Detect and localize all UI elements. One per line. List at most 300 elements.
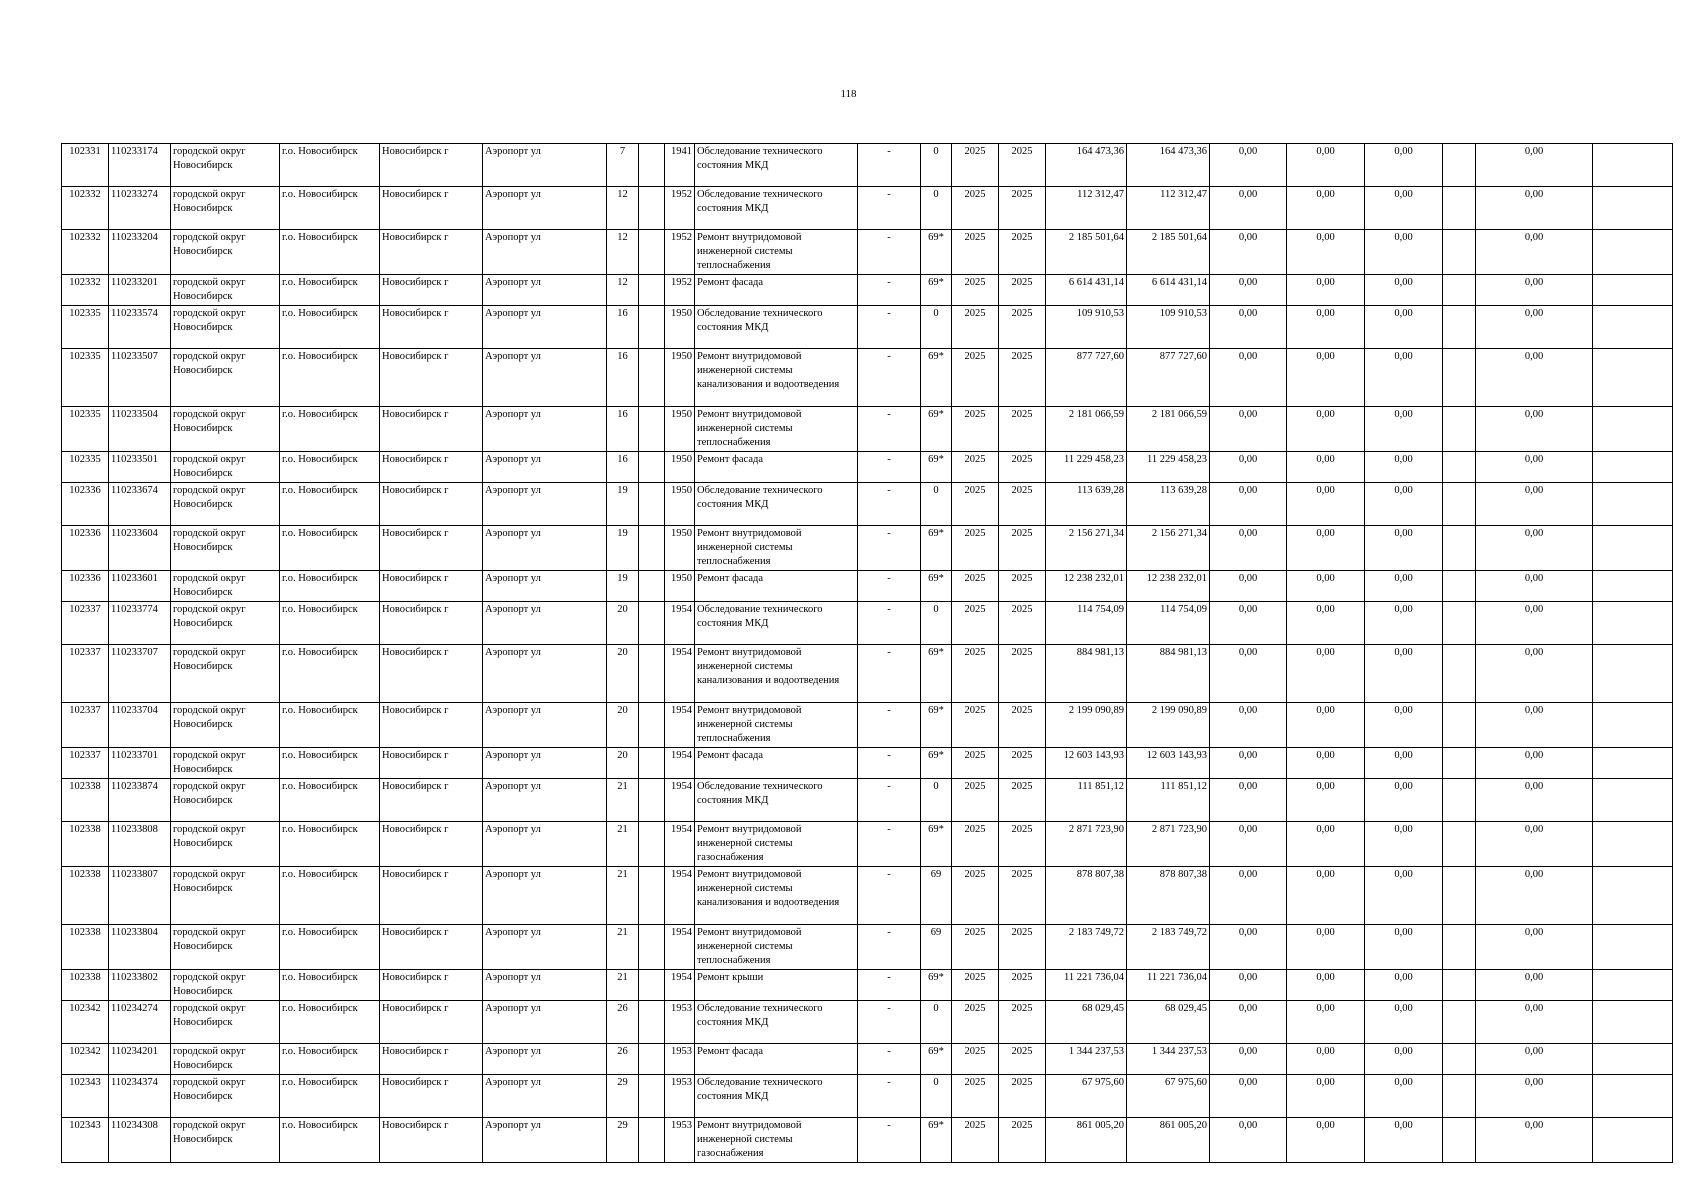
cell-record-code: 110233604 xyxy=(109,526,171,571)
cell-house-number: 21 xyxy=(607,779,639,822)
cell-year-end: 2025 xyxy=(999,275,1046,306)
cell-year-start: 2025 xyxy=(952,407,999,452)
cell-year-start: 2025 xyxy=(952,144,999,187)
cell-district: городской округ Новосибирск xyxy=(171,407,280,452)
cell-dash: - xyxy=(858,452,921,483)
cell-fund-3: 0,00 xyxy=(1365,779,1443,822)
cell-cost: 878 807,38 xyxy=(1046,867,1127,925)
cell-cost: 1 344 237,53 xyxy=(1046,1044,1127,1075)
cell-district: городской округ Новосибирск xyxy=(171,602,280,645)
cell-year-start: 2025 xyxy=(952,703,999,748)
cell-fund-2: 0,00 xyxy=(1287,867,1365,925)
cell-year-start: 2025 xyxy=(952,230,999,275)
cell-work-type: Ремонт фасада xyxy=(695,275,858,306)
cell-district: городской округ Новосибирск xyxy=(171,452,280,483)
cell-cost: 12 238 232,01 xyxy=(1046,571,1127,602)
cell-fund-3: 0,00 xyxy=(1365,1001,1443,1044)
cell-fund-4 xyxy=(1443,275,1476,306)
cell-record-code: 110233774 xyxy=(109,602,171,645)
cell-build-year: 1954 xyxy=(665,703,695,748)
cell-fund-4 xyxy=(1443,1001,1476,1044)
cell-record-code: 110233807 xyxy=(109,867,171,925)
cell-building xyxy=(639,407,665,452)
cell-city: Новосибирск г xyxy=(380,275,483,306)
cell-fund-6 xyxy=(1593,407,1673,452)
cell-municipality: г.о. Новосибирск xyxy=(280,275,380,306)
cell-record-code: 110233808 xyxy=(109,822,171,867)
cell-build-year: 1953 xyxy=(665,1075,695,1118)
cell-city: Новосибирск г xyxy=(380,1001,483,1044)
cell-fund-4 xyxy=(1443,867,1476,925)
table-row xyxy=(62,306,1673,349)
cell-record-code: 110233804 xyxy=(109,925,171,970)
cell-district: городской округ Новосибирск xyxy=(171,748,280,779)
cell-fund-3: 0,00 xyxy=(1365,970,1443,1001)
cell-fund-1: 0,00 xyxy=(1210,1075,1287,1118)
cell-row-id: 102338 xyxy=(62,925,109,970)
cell-record-code: 110234274 xyxy=(109,1001,171,1044)
cell-wear-percent: 69* xyxy=(921,275,952,306)
cell-district: городской округ Новосибирск xyxy=(171,275,280,306)
cell-fund-4 xyxy=(1443,230,1476,275)
cell-row-id: 102343 xyxy=(62,1118,109,1163)
table-row xyxy=(62,822,1673,867)
cell-work-type: Ремонт внутридомовой инженерной системы канализования и водоотведения xyxy=(695,349,858,407)
cell-fund-6 xyxy=(1593,349,1673,407)
cell-fund-5: 0,00 xyxy=(1476,867,1593,925)
cell-year-end: 2025 xyxy=(999,867,1046,925)
cell-street: Аэропорт ул xyxy=(483,1075,607,1118)
cell-municipality: г.о. Новосибирск xyxy=(280,571,380,602)
cell-fund-6 xyxy=(1593,1001,1673,1044)
cell-fund-3: 0,00 xyxy=(1365,602,1443,645)
cell-fund-1: 0,00 xyxy=(1210,230,1287,275)
cell-house-number: 19 xyxy=(607,571,639,602)
cell-city: Новосибирск г xyxy=(380,1044,483,1075)
cell-fund-5: 0,00 xyxy=(1476,703,1593,748)
cell-fund-1: 0,00 xyxy=(1210,349,1287,407)
cell-cost: 111 851,12 xyxy=(1046,779,1127,822)
cell-wear-percent: 0 xyxy=(921,483,952,526)
cell-record-code: 110233504 xyxy=(109,407,171,452)
cell-district: городской округ Новосибирск xyxy=(171,230,280,275)
cell-year-start: 2025 xyxy=(952,275,999,306)
cell-house-number: 29 xyxy=(607,1075,639,1118)
cell-building xyxy=(639,822,665,867)
cell-dash: - xyxy=(858,748,921,779)
cell-total-cost: 2 871 723,90 xyxy=(1127,822,1210,867)
cell-municipality: г.о. Новосибирск xyxy=(280,483,380,526)
cell-cost: 2 181 066,59 xyxy=(1046,407,1127,452)
cell-fund-4 xyxy=(1443,925,1476,970)
cell-build-year: 1950 xyxy=(665,349,695,407)
cell-fund-6 xyxy=(1593,703,1673,748)
cell-cost: 11 229 458,23 xyxy=(1046,452,1127,483)
cell-year-start: 2025 xyxy=(952,748,999,779)
cell-record-code: 110233802 xyxy=(109,970,171,1001)
cell-fund-3: 0,00 xyxy=(1365,144,1443,187)
cell-district: городской округ Новосибирск xyxy=(171,349,280,407)
cell-fund-6 xyxy=(1593,645,1673,703)
cell-house-number: 12 xyxy=(607,275,639,306)
cell-fund-1: 0,00 xyxy=(1210,483,1287,526)
cell-record-code: 110234374 xyxy=(109,1075,171,1118)
cell-fund-2: 0,00 xyxy=(1287,748,1365,779)
cell-build-year: 1950 xyxy=(665,452,695,483)
cell-building xyxy=(639,703,665,748)
cell-work-type: Ремонт внутридомовой инженерной системы теплоснабжения xyxy=(695,703,858,748)
cell-fund-5: 0,00 xyxy=(1476,748,1593,779)
cell-row-id: 102335 xyxy=(62,306,109,349)
cell-house-number: 20 xyxy=(607,748,639,779)
cell-dash: - xyxy=(858,526,921,571)
cell-wear-percent: 69* xyxy=(921,1044,952,1075)
cell-house-number: 20 xyxy=(607,703,639,748)
cell-city: Новосибирск г xyxy=(380,483,483,526)
cell-fund-5: 0,00 xyxy=(1476,645,1593,703)
cell-work-type: Обследование технического состояния МКД xyxy=(695,1075,858,1118)
cell-fund-3: 0,00 xyxy=(1365,452,1443,483)
cell-city: Новосибирск г xyxy=(380,349,483,407)
cell-work-type: Обследование технического состояния МКД xyxy=(695,602,858,645)
cell-fund-5: 0,00 xyxy=(1476,1075,1593,1118)
cell-fund-4 xyxy=(1443,1075,1476,1118)
cell-fund-5: 0,00 xyxy=(1476,187,1593,230)
cell-wear-percent: 0 xyxy=(921,187,952,230)
cell-fund-1: 0,00 xyxy=(1210,748,1287,779)
cell-year-end: 2025 xyxy=(999,483,1046,526)
cell-district: городской округ Новосибирск xyxy=(171,822,280,867)
cell-total-cost: 12 238 232,01 xyxy=(1127,571,1210,602)
cell-fund-3: 0,00 xyxy=(1365,703,1443,748)
cell-total-cost: 12 603 143,93 xyxy=(1127,748,1210,779)
cell-build-year: 1954 xyxy=(665,925,695,970)
cell-dash: - xyxy=(858,144,921,187)
cell-total-cost: 68 029,45 xyxy=(1127,1001,1210,1044)
cell-cost: 12 603 143,93 xyxy=(1046,748,1127,779)
cell-district: городской округ Новосибирск xyxy=(171,1118,280,1163)
cell-fund-2: 0,00 xyxy=(1287,822,1365,867)
cell-fund-2: 0,00 xyxy=(1287,483,1365,526)
cell-street: Аэропорт ул xyxy=(483,1044,607,1075)
cell-cost: 877 727,60 xyxy=(1046,349,1127,407)
cell-work-type: Ремонт фасада xyxy=(695,1044,858,1075)
cell-city: Новосибирск г xyxy=(380,230,483,275)
cell-dash: - xyxy=(858,703,921,748)
table-row xyxy=(62,602,1673,645)
cell-wear-percent: 69* xyxy=(921,1118,952,1163)
cell-fund-5: 0,00 xyxy=(1476,275,1593,306)
cell-dash: - xyxy=(858,349,921,407)
cell-building xyxy=(639,867,665,925)
cell-building xyxy=(639,571,665,602)
cell-fund-6 xyxy=(1593,452,1673,483)
cell-build-year: 1950 xyxy=(665,407,695,452)
cell-city: Новосибирск г xyxy=(380,645,483,703)
cell-fund-5: 0,00 xyxy=(1476,1001,1593,1044)
cell-year-start: 2025 xyxy=(952,571,999,602)
cell-fund-1: 0,00 xyxy=(1210,703,1287,748)
cell-build-year: 1954 xyxy=(665,602,695,645)
cell-fund-3: 0,00 xyxy=(1365,526,1443,571)
cell-fund-5: 0,00 xyxy=(1476,925,1593,970)
table-row xyxy=(62,867,1673,925)
cell-street: Аэропорт ул xyxy=(483,230,607,275)
cell-year-end: 2025 xyxy=(999,526,1046,571)
cell-fund-5: 0,00 xyxy=(1476,779,1593,822)
cell-building xyxy=(639,275,665,306)
cell-row-id: 102342 xyxy=(62,1044,109,1075)
cell-street: Аэропорт ул xyxy=(483,925,607,970)
cell-year-start: 2025 xyxy=(952,1044,999,1075)
cell-row-id: 102331 xyxy=(62,144,109,187)
cell-building xyxy=(639,230,665,275)
cell-wear-percent: 69 xyxy=(921,925,952,970)
cell-year-end: 2025 xyxy=(999,306,1046,349)
cell-district: городской округ Новосибирск xyxy=(171,1001,280,1044)
cell-wear-percent: 0 xyxy=(921,144,952,187)
cell-fund-2: 0,00 xyxy=(1287,230,1365,275)
cell-street: Аэропорт ул xyxy=(483,571,607,602)
cell-year-start: 2025 xyxy=(952,779,999,822)
cell-year-end: 2025 xyxy=(999,970,1046,1001)
cell-fund-1: 0,00 xyxy=(1210,187,1287,230)
cell-record-code: 110233274 xyxy=(109,187,171,230)
cell-cost: 112 312,47 xyxy=(1046,187,1127,230)
cell-city: Новосибирск г xyxy=(380,306,483,349)
cell-fund-3: 0,00 xyxy=(1365,748,1443,779)
cell-work-type: Ремонт внутридомовой инженерной системы теплоснабжения xyxy=(695,407,858,452)
cell-district: городской округ Новосибирск xyxy=(171,925,280,970)
cell-building xyxy=(639,1118,665,1163)
page-number: 118 xyxy=(840,88,857,100)
cell-dash: - xyxy=(858,602,921,645)
cell-record-code: 110233707 xyxy=(109,645,171,703)
cell-cost: 109 910,53 xyxy=(1046,306,1127,349)
cell-total-cost: 67 975,60 xyxy=(1127,1075,1210,1118)
cell-street: Аэропорт ул xyxy=(483,187,607,230)
cell-fund-5: 0,00 xyxy=(1476,1044,1593,1075)
cell-municipality: г.о. Новосибирск xyxy=(280,1118,380,1163)
cell-street: Аэропорт ул xyxy=(483,703,607,748)
cell-year-start: 2025 xyxy=(952,452,999,483)
cell-fund-6 xyxy=(1593,602,1673,645)
table-row xyxy=(62,703,1673,748)
cell-row-id: 102332 xyxy=(62,230,109,275)
cell-building xyxy=(639,526,665,571)
cell-district: городской округ Новосибирск xyxy=(171,144,280,187)
table-row xyxy=(62,230,1673,275)
cell-fund-4 xyxy=(1443,1044,1476,1075)
cell-fund-2: 0,00 xyxy=(1287,925,1365,970)
cell-row-id: 102335 xyxy=(62,452,109,483)
cell-municipality: г.о. Новосибирск xyxy=(280,748,380,779)
table-row xyxy=(62,925,1673,970)
cell-total-cost: 2 199 090,89 xyxy=(1127,703,1210,748)
cell-street: Аэропорт ул xyxy=(483,867,607,925)
cell-street: Аэропорт ул xyxy=(483,822,607,867)
cell-fund-4 xyxy=(1443,822,1476,867)
cell-year-end: 2025 xyxy=(999,1075,1046,1118)
cell-city: Новосибирск г xyxy=(380,1118,483,1163)
cell-total-cost: 884 981,13 xyxy=(1127,645,1210,703)
cell-row-id: 102342 xyxy=(62,1001,109,1044)
cell-work-type: Обследование технического состояния МКД xyxy=(695,187,858,230)
cell-fund-5: 0,00 xyxy=(1476,571,1593,602)
cell-record-code: 110233204 xyxy=(109,230,171,275)
cell-total-cost: 878 807,38 xyxy=(1127,867,1210,925)
table-row xyxy=(62,645,1673,703)
cell-house-number: 21 xyxy=(607,970,639,1001)
cell-total-cost: 877 727,60 xyxy=(1127,349,1210,407)
cell-year-start: 2025 xyxy=(952,822,999,867)
cell-build-year: 1953 xyxy=(665,1118,695,1163)
table-row xyxy=(62,1075,1673,1118)
cell-row-id: 102337 xyxy=(62,645,109,703)
cell-fund-5: 0,00 xyxy=(1476,306,1593,349)
cell-work-type: Ремонт внутридомовой инженерной системы теплоснабжения xyxy=(695,925,858,970)
cell-dash: - xyxy=(858,779,921,822)
table-row xyxy=(62,748,1673,779)
cell-total-cost: 2 185 501,64 xyxy=(1127,230,1210,275)
cell-dash: - xyxy=(858,1118,921,1163)
cell-fund-3: 0,00 xyxy=(1365,187,1443,230)
cell-fund-4 xyxy=(1443,144,1476,187)
cell-city: Новосибирск г xyxy=(380,822,483,867)
cell-wear-percent: 69* xyxy=(921,970,952,1001)
cell-district: городской округ Новосибирск xyxy=(171,1075,280,1118)
cell-city: Новосибирск г xyxy=(380,526,483,571)
cell-municipality: г.о. Новосибирск xyxy=(280,822,380,867)
cell-city: Новосибирск г xyxy=(380,571,483,602)
cell-fund-4 xyxy=(1443,970,1476,1001)
cell-dash: - xyxy=(858,925,921,970)
cell-city: Новосибирск г xyxy=(380,970,483,1001)
table-row xyxy=(62,483,1673,526)
cell-fund-5: 0,00 xyxy=(1476,822,1593,867)
cell-fund-6 xyxy=(1593,230,1673,275)
cell-fund-1: 0,00 xyxy=(1210,602,1287,645)
cell-district: городской округ Новосибирск xyxy=(171,571,280,602)
cell-year-start: 2025 xyxy=(952,306,999,349)
cell-district: городской округ Новосибирск xyxy=(171,779,280,822)
cell-wear-percent: 0 xyxy=(921,1075,952,1118)
cell-wear-percent: 0 xyxy=(921,306,952,349)
cell-record-code: 110233174 xyxy=(109,144,171,187)
cell-row-id: 102337 xyxy=(62,703,109,748)
cell-record-code: 110234308 xyxy=(109,1118,171,1163)
cell-row-id: 102335 xyxy=(62,407,109,452)
cell-work-type: Ремонт внутридомовой инженерной системы канализования и водоотведения xyxy=(695,867,858,925)
cell-year-start: 2025 xyxy=(952,187,999,230)
cell-fund-2: 0,00 xyxy=(1287,349,1365,407)
cell-year-end: 2025 xyxy=(999,602,1046,645)
cell-build-year: 1941 xyxy=(665,144,695,187)
cell-dash: - xyxy=(858,306,921,349)
cell-city: Новосибирск г xyxy=(380,703,483,748)
cell-fund-4 xyxy=(1443,452,1476,483)
cell-total-cost: 2 183 749,72 xyxy=(1127,925,1210,970)
cell-fund-2: 0,00 xyxy=(1287,452,1365,483)
cell-year-start: 2025 xyxy=(952,645,999,703)
cell-cost: 6 614 431,14 xyxy=(1046,275,1127,306)
cell-cost: 68 029,45 xyxy=(1046,1001,1127,1044)
table-row xyxy=(62,407,1673,452)
cell-work-type: Обследование технического состояния МКД xyxy=(695,1001,858,1044)
cell-dash: - xyxy=(858,867,921,925)
table-row xyxy=(62,1001,1673,1044)
cell-street: Аэропорт ул xyxy=(483,1001,607,1044)
cell-total-cost: 164 473,36 xyxy=(1127,144,1210,187)
cell-fund-4 xyxy=(1443,187,1476,230)
cell-building xyxy=(639,306,665,349)
cell-building xyxy=(639,1075,665,1118)
cell-city: Новосибирск г xyxy=(380,925,483,970)
cell-fund-2: 0,00 xyxy=(1287,187,1365,230)
cell-fund-6 xyxy=(1593,483,1673,526)
cell-record-code: 110233574 xyxy=(109,306,171,349)
cell-building xyxy=(639,925,665,970)
cell-fund-1: 0,00 xyxy=(1210,822,1287,867)
cell-work-type: Ремонт внутридомовой инженерной системы теплоснабжения xyxy=(695,230,858,275)
cell-street: Аэропорт ул xyxy=(483,306,607,349)
cell-municipality: г.о. Новосибирск xyxy=(280,144,380,187)
cell-dash: - xyxy=(858,187,921,230)
cell-work-type: Обследование технического состояния МКД xyxy=(695,144,858,187)
cell-wear-percent: 69* xyxy=(921,407,952,452)
cell-work-type: Обследование технического состояния МКД xyxy=(695,779,858,822)
cell-fund-6 xyxy=(1593,867,1673,925)
cell-cost: 2 185 501,64 xyxy=(1046,230,1127,275)
cell-row-id: 102332 xyxy=(62,187,109,230)
cell-year-end: 2025 xyxy=(999,925,1046,970)
cell-fund-5: 0,00 xyxy=(1476,970,1593,1001)
cell-fund-6 xyxy=(1593,748,1673,779)
cell-municipality: г.о. Новосибирск xyxy=(280,187,380,230)
table-row xyxy=(62,1044,1673,1075)
cell-fund-3: 0,00 xyxy=(1365,867,1443,925)
cell-house-number: 21 xyxy=(607,822,639,867)
cell-street: Аэропорт ул xyxy=(483,526,607,571)
cell-fund-4 xyxy=(1443,779,1476,822)
cell-total-cost: 6 614 431,14 xyxy=(1127,275,1210,306)
cell-street: Аэропорт ул xyxy=(483,779,607,822)
cell-district: городской округ Новосибирск xyxy=(171,867,280,925)
cell-dash: - xyxy=(858,1044,921,1075)
cell-house-number: 20 xyxy=(607,602,639,645)
cell-fund-4 xyxy=(1443,571,1476,602)
cell-fund-1: 0,00 xyxy=(1210,867,1287,925)
cell-build-year: 1954 xyxy=(665,748,695,779)
cell-street: Аэропорт ул xyxy=(483,970,607,1001)
cell-record-code: 110233874 xyxy=(109,779,171,822)
cell-fund-1: 0,00 xyxy=(1210,526,1287,571)
cell-row-id: 102336 xyxy=(62,526,109,571)
cell-row-id: 102338 xyxy=(62,822,109,867)
cell-district: городской округ Новосибирск xyxy=(171,526,280,571)
cell-municipality: г.о. Новосибирск xyxy=(280,1075,380,1118)
cell-fund-2: 0,00 xyxy=(1287,407,1365,452)
table-row xyxy=(62,779,1673,822)
cell-municipality: г.о. Новосибирск xyxy=(280,526,380,571)
cell-fund-3: 0,00 xyxy=(1365,306,1443,349)
cell-fund-4 xyxy=(1443,526,1476,571)
cell-fund-2: 0,00 xyxy=(1287,970,1365,1001)
cell-work-type: Ремонт фасада xyxy=(695,748,858,779)
cell-year-end: 2025 xyxy=(999,349,1046,407)
cell-fund-1: 0,00 xyxy=(1210,970,1287,1001)
cell-year-end: 2025 xyxy=(999,407,1046,452)
